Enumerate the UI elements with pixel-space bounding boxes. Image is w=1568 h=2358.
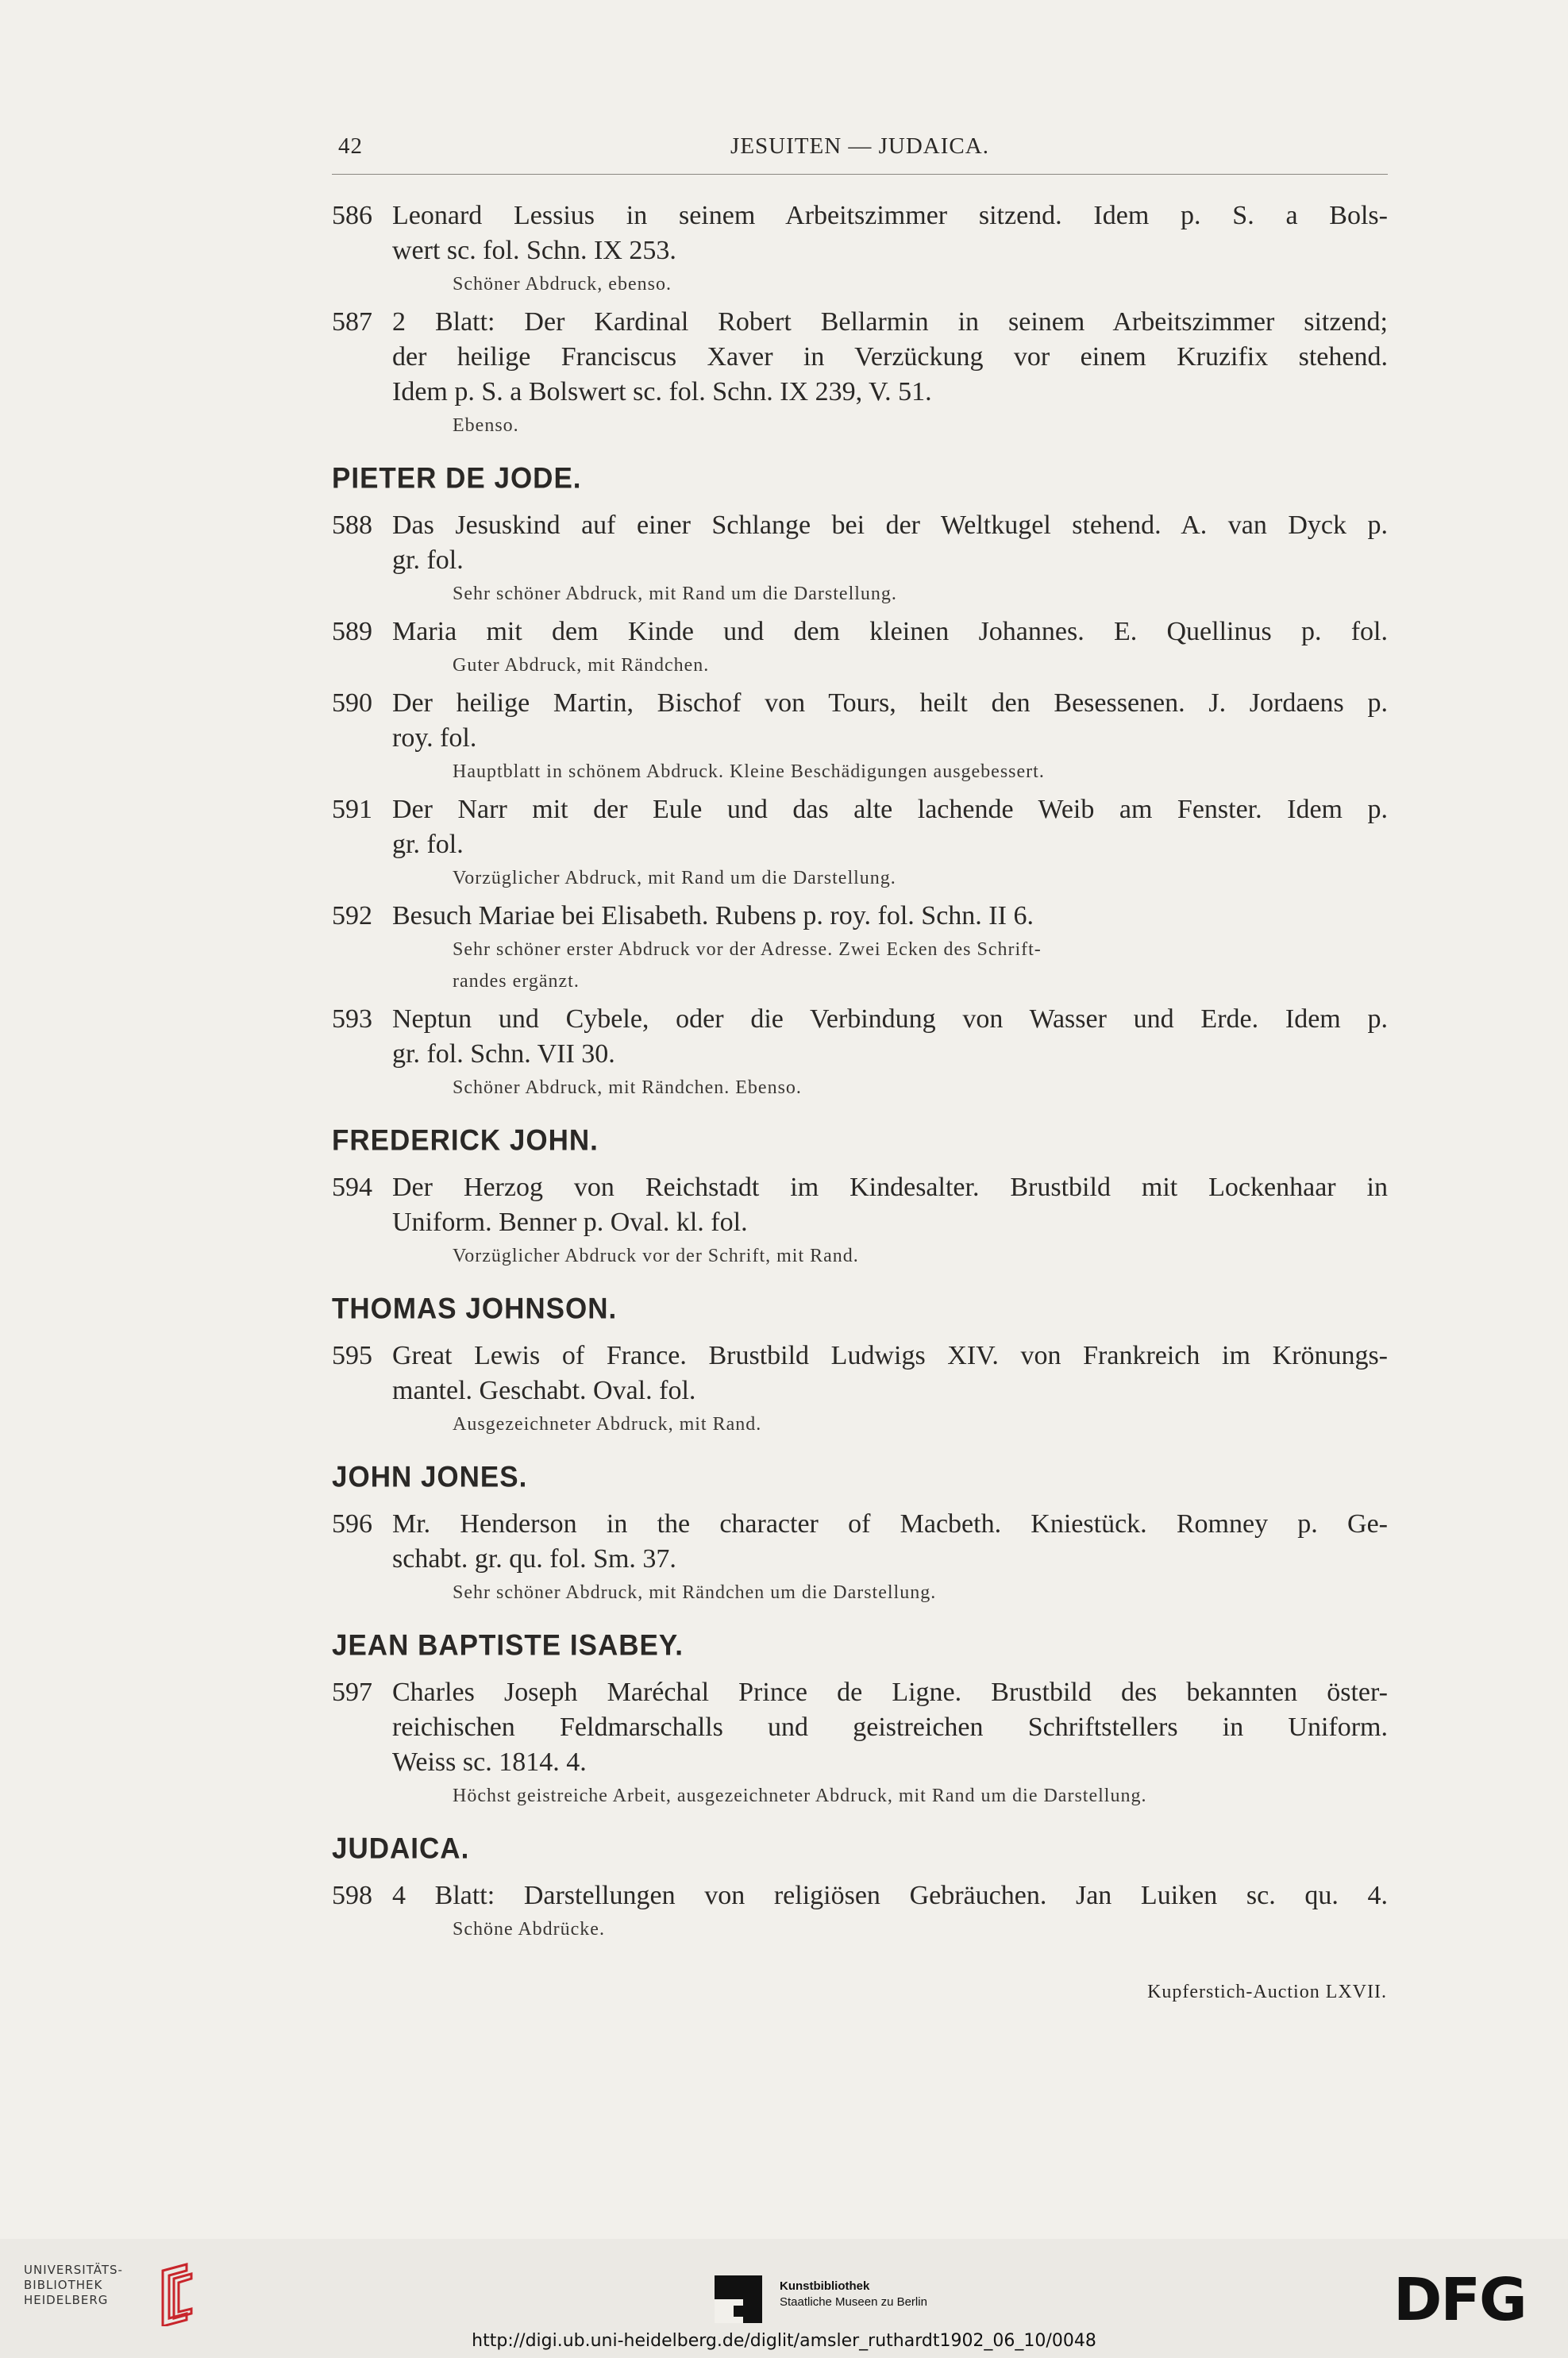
artist-heading: PIETER DE JODE. <box>332 462 582 495</box>
entry-text-continued: roy. fol. <box>392 723 477 753</box>
kunstbibliothek-logo[interactable] <box>715 2263 953 2326</box>
kunstbibliothek-logo-icon <box>715 2275 762 2323</box>
running-header <box>332 127 1388 175</box>
artist-heading: JEAN BAPTISTE ISABEY. <box>332 1629 684 1662</box>
entry-number: 587 <box>332 307 372 337</box>
entry-number: 586 <box>332 201 372 230</box>
entry-note: Höchst geistreiche Arbeit, ausgezeichneter Abdruck, mit Rand um die Darstellung. <box>453 1786 1147 1806</box>
ub-heidelberg-label: UNIVERSITÄTS- BIBLIOTHEK HEIDELBERG <box>24 2263 123 2307</box>
dfg-logo[interactable]: DFG <box>1393 2266 1526 2334</box>
entry-text: Mr. Henderson in the character of Macbeth. Kniestück. Romney p. Ge- <box>392 1509 1388 1539</box>
entry-note: Sehr schöner Abdruck, mit Rand um die Darstellung. <box>453 584 897 604</box>
ub-heidelberg-logo[interactable] <box>24 2263 222 2326</box>
catalogue-entry <box>332 1170 1388 1272</box>
catalogue-entry <box>332 1507 1388 1609</box>
entry-note: Schöner Abdruck, ebenso. <box>453 274 672 295</box>
entry-text: Der Narr mit der Eule und das alte lachende Weib am Fenster. Idem p. <box>392 795 1388 824</box>
entry-note: Ausgezeichneter Abdruck, mit Rand. <box>453 1414 762 1435</box>
entry-text-continued: schabt. gr. qu. fol. Sm. 37. <box>392 1544 676 1574</box>
entry-number: 596 <box>332 1509 372 1539</box>
catalogue-entry <box>332 508 1388 610</box>
entry-note: Vorzüglicher Abdruck vor der Schrift, mit Rand. <box>453 1246 859 1266</box>
catalogue-entry <box>332 615 1388 681</box>
entry-number: 594 <box>332 1173 372 1202</box>
entry-note: Guter Abdruck, mit Rändchen. <box>453 655 710 676</box>
catalogue-entry <box>332 305 1388 441</box>
catalogue-entry <box>332 1878 1388 1945</box>
catalogue-entry <box>332 1002 1388 1104</box>
catalogue-entry <box>332 686 1388 788</box>
entry-note: Sehr schöner Abdruck, mit Rändchen um die Darstellung. <box>453 1582 937 1603</box>
entry-text: 2 Blatt: Der Kardinal Robert Bellarmin in seinem Arbeitszimmer sitzend; <box>392 307 1388 337</box>
running-title: JESUITEN — JUDAICA. <box>730 133 989 159</box>
entry-text: Der Herzog von Reichstadt im Kindesalter. Brustbild mit Lockenhaar in <box>392 1173 1388 1202</box>
entry-text-continued: der heilige Franciscus Xaver in Verzückung vor einem Kruzifix stehend. <box>392 342 1388 372</box>
section-heading: JUDAICA. <box>332 1832 470 1865</box>
entry-text: Neptun und Cybele, oder die Verbindung von Wasser und Erde. Idem p. <box>392 1004 1388 1034</box>
entry-text: Der heilige Martin, Bischof von Tours, heilt den Besessenen. J. Jordaens p. <box>392 688 1388 718</box>
entry-number: 588 <box>332 511 372 540</box>
entry-text: Charles Joseph Maréchal Prince de Ligne. Brustbild des bekannten öster- <box>392 1678 1388 1707</box>
entry-note: Vorzüglicher Abdruck, mit Rand um die Darstellung. <box>453 868 896 888</box>
catalogue-entry <box>332 198 1388 300</box>
entry-text-continued: Uniform. Benner p. Oval. kl. fol. <box>392 1208 748 1237</box>
catalogue-entry <box>332 792 1388 894</box>
entry-text-continued: gr. fol. <box>392 545 464 575</box>
catalogue-entry <box>332 1339 1388 1440</box>
signature-mark: Kupferstich-Auction LXVII. <box>1147 1982 1387 2002</box>
entry-note-continued: randes ergänzt. <box>453 971 580 992</box>
entry-note: Sehr schöner erster Abdruck vor der Adresse. Zwei Ecken des Schrift- <box>453 939 1042 960</box>
ub-logo-mark-icon <box>139 2263 210 2326</box>
entry-note: Hauptblatt in schönem Abdruck. Kleine Beschädigungen ausgebessert. <box>453 761 1045 782</box>
entry-number: 590 <box>332 688 372 718</box>
entry-number: 595 <box>332 1341 372 1370</box>
entry-note: Ebenso. <box>453 415 519 436</box>
artist-heading: JOHN JONES. <box>332 1461 528 1493</box>
artist-heading: FREDERICK JOHN. <box>332 1124 599 1157</box>
entry-text-continued: reichischen Feldmarschalls und geistreichen Schriftstellers in Uniform. <box>392 1713 1388 1742</box>
entry-number: 589 <box>332 617 372 646</box>
catalogue-entry <box>332 1675 1388 1812</box>
kunstbibliothek-label: Kunstbibliothek Staatliche Museen zu Berlin <box>780 2279 927 2309</box>
catalogue-entry <box>332 899 1388 997</box>
entry-note: Schöner Abdruck, mit Rändchen. Ebenso. <box>453 1077 802 1098</box>
entry-note: Schöne Abdrücke. <box>453 1919 605 1940</box>
entry-number: 597 <box>332 1678 372 1707</box>
entry-text-continued: Weiss sc. 1814. 4. <box>392 1747 587 1777</box>
entry-text: Besuch Mariae bei Elisabeth. Rubens p. roy. fol. Schn. II 6. <box>392 901 1034 930</box>
artist-heading: THOMAS JOHNSON. <box>332 1293 618 1325</box>
entry-number: 592 <box>332 901 372 930</box>
entry-text-continued: gr. fol. <box>392 830 464 859</box>
entry-number: 598 <box>332 1881 372 1910</box>
entry-number: 591 <box>332 795 372 824</box>
permalink-url[interactable]: http://digi.ub.uni-heidelberg.de/diglit/amsler_ruthardt1902_06_10/0048 <box>472 2331 1096 2351</box>
catalogue-body <box>332 198 1388 1950</box>
entry-text-continued: gr. fol. Schn. VII 30. <box>392 1039 615 1069</box>
entry-text-continued: mantel. Geschabt. Oval. fol. <box>392 1376 696 1405</box>
entry-text: Das Jesuskind auf einer Schlange bei der Weltkugel stehend. A. van Dyck p. <box>392 511 1388 540</box>
entry-text: 4 Blatt: Darstellungen von religiösen Gebräuchen. Jan Luiken sc. qu. 4. <box>392 1881 1388 1910</box>
entry-text: Maria mit dem Kinde und dem kleinen Johannes. E. Quellinus p. fol. <box>392 617 1388 646</box>
entry-text-continued: Idem p. S. a Bolswert sc. fol. Schn. IX 239, V. 51. <box>392 377 932 406</box>
header-rule <box>332 174 1388 175</box>
page-number: 42 <box>338 133 363 159</box>
entry-text: Great Lewis of France. Brustbild Ludwigs XIV. von Frankreich im Krönungs- <box>392 1341 1388 1370</box>
entry-number: 593 <box>332 1004 372 1034</box>
entry-text: Leonard Lessius in seinem Arbeitszimmer sitzend. Idem p. S. a Bols- <box>392 201 1388 230</box>
entry-text-continued: wert sc. fol. Schn. IX 253. <box>392 236 676 265</box>
